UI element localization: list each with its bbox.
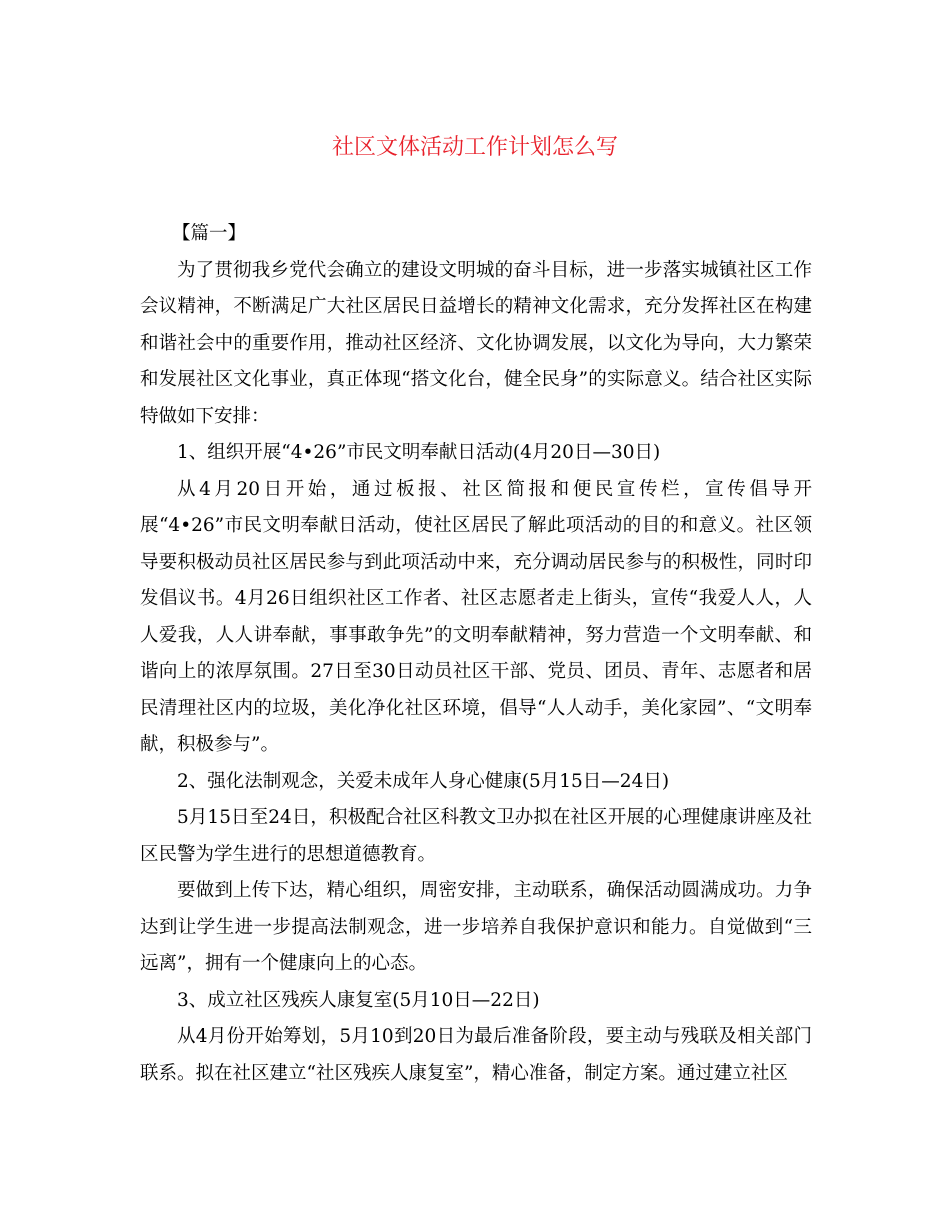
document-body [140, 216, 812, 1092]
section-marker: 【篇一】 [172, 223, 247, 244]
paragraph-item-3: 从4月份开始筹划，5月10到20日为最后准备阶段，要主动与残联及相关部门联系。拟在社区建立“社区残疾人康复室”，精心准备，制定方案。通过建立社区 [140, 1026, 812, 1084]
document-title: 社区文体活动工作计划怎么写 [331, 135, 618, 160]
paragraph-item-1: 从4月20日开始，通过板报、社区简报和便民宣传栏，宣传倡导开展“4•26”市民文明奉献日活动，使社区居民了解此项活动的目的和意义。社区领导要积极动员社区居民参与到此项活动中来，充分调动居民参与的积极性，同时印发倡议书。4月26日组织社区工作者、社区志愿者走上街头，宣传“我爱人人，人人爱我，人人讲奉献，事事敢争先”的文明奉献精神，努力营造一个文明奉献、和谐向上的浓厚氛围。27日至30日动员社区干部、党员、团员、青年、志愿者和居民清理社区内的垃圾，美化净化社区环境，倡导“人人动手，美化家园”、“文明奉献，积极参与”。 [140, 478, 812, 755]
paragraph-item-2a: 5月15日至24日，积极配合社区科教文卫办拟在社区开展的心理健康讲座及社区民警为学生进行的思想道德教育。 [140, 807, 812, 865]
heading-item-3: 3、成立社区残疾人康复室(5月10日—22日) [177, 989, 540, 1011]
paragraph-intro: 为了贯彻我乡党代会确立的建设文明城的奋斗目标，进一步落实城镇社区工作会议精神，不断满足广大社区居民日益增长的精神文化需求，充分发挥社区在构建和谐社会中的重要作用，推动社区经济、文化协调发展，以文化为导向，大力繁荣和发展社区文化事业，真正体现“搭文化台，健全民身”的实际意义。结合社区实际特做如下安排： [140, 259, 812, 427]
heading-item-2: 2、强化法制观念，关爱未成年人身心健康(5月15日—24日) [177, 770, 670, 792]
heading-item-1: 1、组织开展“4•26”市民文明奉献日活动(4月20日—30日) [177, 442, 661, 463]
paragraph-item-2b: 要做到上传下达，精心组织，周密安排，主动联系，确保活动圆满成功。力争达到让学生进一步提高法制观念，进一步培养自我保护意识和能力。自觉做到“三远离”，拥有一个健康向上的心态。 [140, 880, 812, 974]
